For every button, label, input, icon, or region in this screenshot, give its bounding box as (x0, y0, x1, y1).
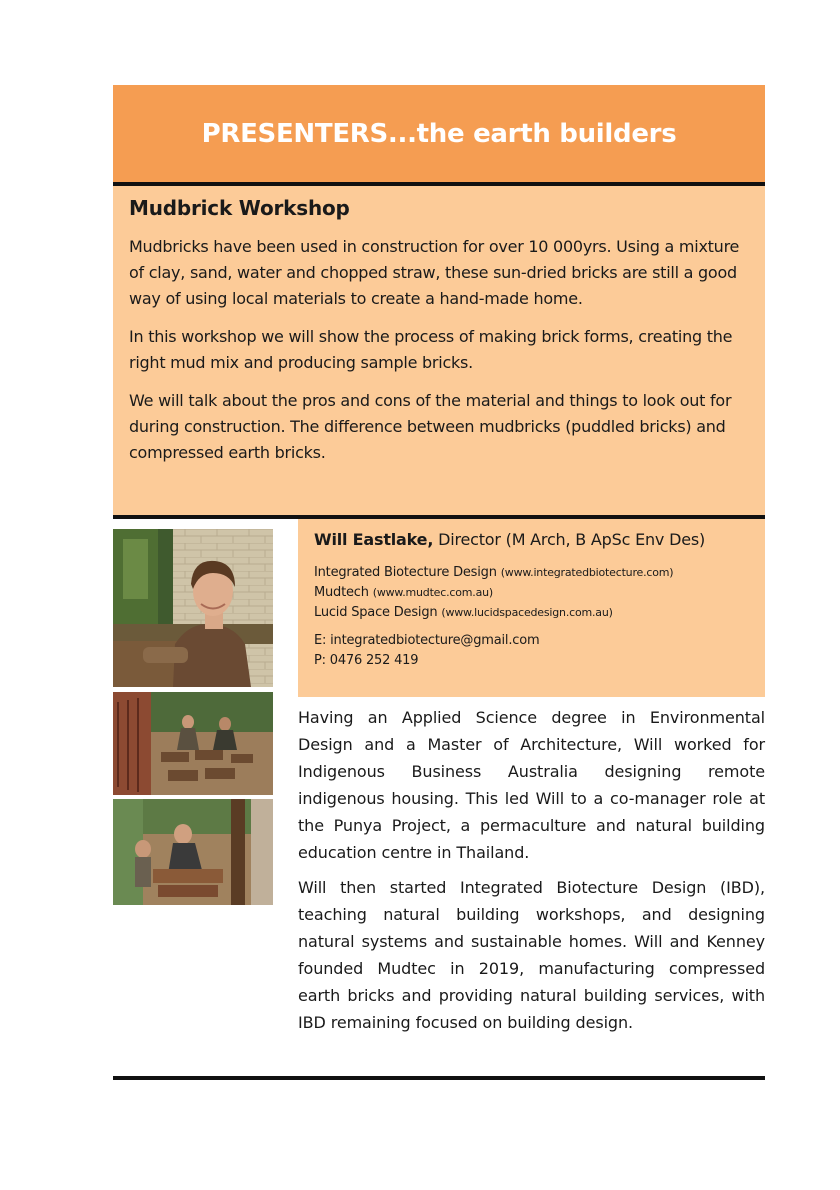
workshop-participants-photo (113, 799, 273, 905)
presenter-role: Director (M Arch, B ApSc Env Des) (433, 530, 706, 549)
presenter-org (314, 603, 749, 623)
presenter-info-box (298, 519, 765, 697)
org-url: (www.lucidspacedesign.com.au) (441, 606, 613, 619)
workshop-paragraph: In this workshop we will show the process of making brick forms, creating the right mud mix and producing sample bricks. (129, 327, 733, 372)
presenter-org (314, 563, 749, 583)
presenter-org (314, 583, 749, 603)
brick-making-photo (113, 692, 273, 795)
presenter-portrait-photo (113, 529, 273, 687)
org-name: Lucid Space Design (314, 605, 442, 620)
presenter-email: E: integratedbiotecture@gmail.com (314, 633, 540, 648)
workshop-title: Mudbrick Workshop (129, 196, 350, 220)
workshop-paragraph: We will talk about the pros and cons of the material and things to look out for during construction. The difference between mudbricks (puddled bricks) and compressed earth bricks. (129, 391, 732, 462)
divider-bottom (113, 1076, 765, 1080)
org-name: Mudtech (314, 585, 373, 600)
org-url: (www.mudtec.com.au) (372, 586, 493, 599)
page-header (113, 85, 765, 182)
bio-paragraph: Will then started Integrated Biotecture Design (IBD), teaching natural building workshops, and designing natural systems and sustainable homes. Will and Kenney founded Mudtec in 2019, manufacturing compressed earth bricks and providing natural building services, with IBD remaining focused on building design. (298, 878, 765, 1032)
workshop-section (113, 186, 765, 515)
workshop-paragraph: Mudbricks have been used in construction for over 10 000yrs. Using a mixture of clay, sand, water and chopped straw, these sun-dried bricks are still a good way of using local materials to create a hand-made home. (129, 237, 740, 308)
org-url: (www.integratedbiotecture.com) (500, 566, 674, 579)
presenter-name: Will Eastlake, (314, 530, 434, 549)
org-name: Integrated Biotecture Design (314, 565, 501, 580)
presenter-phone: P: 0476 252 419 (314, 653, 419, 668)
bio-paragraph: Having an Applied Science degree in Environmental Design and a Master of Architecture, Will worked for Indigenous Business Australia designing remote indigenous housing. This led Will to a co-manager role at the Punya Project, a permaculture and natural building education centre in Thailand. (298, 708, 765, 862)
presenter-bio (298, 704, 765, 1044)
presenter-heading (314, 529, 749, 551)
page-title: PRESENTERS...the earth builders (201, 118, 677, 149)
